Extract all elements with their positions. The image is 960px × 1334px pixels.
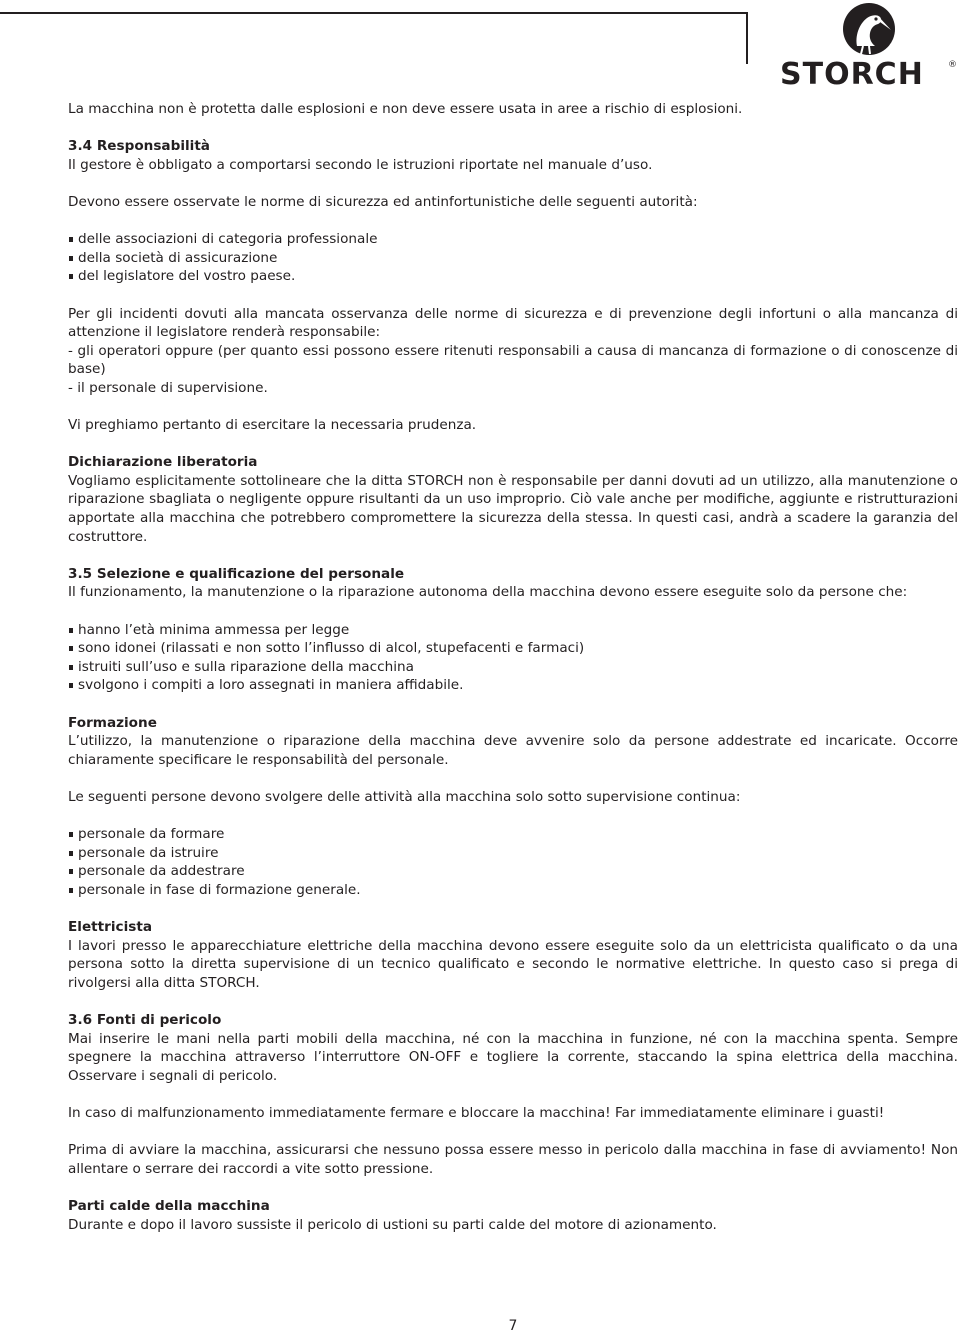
section-3-4-text: Il gestore è obbligato a comportarsi secondo le istruzioni riportate nel manuale d’uso. xyxy=(68,156,653,173)
disclaimer-block xyxy=(68,453,958,546)
section-3-4 xyxy=(68,137,958,174)
prudence-paragraph: Vi preghiamo pertanto di esercitare la necessaria prudenza. xyxy=(68,417,477,434)
list-item: hanno l’età minima ammessa per legge xyxy=(68,621,958,640)
section-3-5 xyxy=(68,565,958,602)
list-item: sono idonei (rilassati e non sotto l’influsso di alcol, stupefacenti e farmaci) xyxy=(68,639,958,658)
norms-lead: Devono essere osservate le norme di sicurezza ed antinfortunistiche delle seguenti autorità: xyxy=(68,193,698,210)
brand-wordmark: STORCH xyxy=(780,57,924,92)
electrician-text: I lavori presso le apparecchiature elettriche della macchina devono essere eseguite solo da un elettricista qualificato o da una persona sotto la diretta supervisione di un tecnico qualificato e secondo le normative elettriche. In questo caso si prega di rivolgersi alla ditta STORCH. xyxy=(68,937,958,991)
hot-parts-block xyxy=(68,1197,958,1234)
section-3-6-title: 3.6 Fonti di pericolo xyxy=(68,1012,222,1029)
list-item: personale in fase di formazione generale. xyxy=(68,881,958,900)
list-item: personale da addestrare xyxy=(68,862,958,881)
list-item: della società di assicurazione xyxy=(68,249,958,268)
hot-parts-text: Durante e dopo il lavoro sussiste il pericolo di ustioni su parti calde del motore di azionamento. xyxy=(68,1216,717,1233)
intro-paragraph: La macchina non è protetta dalle esplosioni e non deve essere usata in aree a rischio di esplosioni. xyxy=(68,101,743,117)
incidents-dash-1: - gli operatori oppure (per quanto essi possono essere ritenuti responsabili a causa di mancanza di formazione o di conoscenze di base) xyxy=(68,342,958,378)
section-3-4-title: 3.4 Responsabilità xyxy=(68,138,210,155)
supervision-lead: Le seguenti persone devono svolgere delle attività alla macchina solo sotto supervisione continua: xyxy=(68,788,741,805)
malfunction-paragraph: In caso di malfunzionamento immediatamente fermare e bloccare la macchina! Far immediatamente eliminare i guasti! xyxy=(68,1105,885,1122)
list-item: istruiti sull’uso e sulla riparazione della macchina xyxy=(68,658,958,677)
training-text: L’utilizzo, la manutenzione o riparazione della macchina deve avvenire solo da persone addestrate ed incaricate. Occorre chiaramente specificare le responsabilità del personale. xyxy=(68,733,958,768)
section-3-6 xyxy=(68,1011,958,1085)
training-title: Formazione xyxy=(68,714,157,731)
disclaimer-text: Vogliamo esplicitamente sottolineare che la ditta STORCH non è responsabile per danni dovuti ad un utilizzo, alla manutenzione o riparazione sbagliata o negligente oppure risultanti da un uso improprio. Ciò vale anche per modifiche, aggiunte e ristrutturazioni apportate alla macchina che potrebbero compromettere la sicurezza della stessa. In questi casi, andrà a scadere la garanzia del costruttore. xyxy=(68,472,958,545)
supervision-block xyxy=(68,788,958,807)
registered-mark: ® xyxy=(948,60,957,70)
list-item: personale da istruire xyxy=(68,844,958,863)
hot-parts-title: Parti calde della macchina xyxy=(68,1198,270,1215)
personnel-list xyxy=(68,621,958,695)
page-number: 7 xyxy=(508,1318,518,1334)
norms-block xyxy=(68,193,958,212)
list-item: personale da formare xyxy=(68,825,958,844)
list-item: delle associazioni di categoria professionale xyxy=(68,230,958,249)
section-3-6-text: Mai inserire le mani nella parti mobili della macchina, né con la macchina in funzione, né con la macchina spenta. Sempre spegnere la macchina attraverso l’interruttore ON-OFF e togliere la corrente, staccando la spina elettrica della macchina. Osservare i segnali di pericolo. xyxy=(68,1030,958,1084)
list-item: del legislatore del vostro paese. xyxy=(68,267,958,286)
stork-emblem-icon xyxy=(835,2,903,56)
incidents-lead: Per gli incidenti dovuti alla mancata osservanza delle norme di sicurezza e di prevenzione degli infortuni o alla mancanza di attenzione il legislatore renderà responsabile: xyxy=(68,305,958,341)
section-3-5-title: 3.5 Selezione e qualificazione del personale xyxy=(68,565,405,582)
section-3-5-lead: Il funzionamento, la manutenzione o la riparazione autonoma della macchina devono essere eseguite solo da persone che: xyxy=(68,584,908,601)
incidents-block xyxy=(68,305,958,398)
disclaimer-title: Dichiarazione liberatoria xyxy=(68,454,258,471)
header-rule xyxy=(0,12,748,14)
document-body xyxy=(68,100,958,1253)
header-rule-corner xyxy=(746,12,748,64)
supervision-list xyxy=(68,825,958,899)
list-item: svolgono i compiti a loro assegnati in maniera affidabile. xyxy=(68,676,958,695)
norms-list xyxy=(68,230,958,286)
training-block xyxy=(68,714,958,770)
incidents-dash-2: - il personale di supervisione. xyxy=(68,379,268,396)
storch-logo xyxy=(780,2,958,92)
electrician-block xyxy=(68,918,958,992)
electrician-title: Elettricista xyxy=(68,919,153,936)
startup-paragraph: Prima di avviare la macchina, assicurarsi che nessuno possa essere messo in pericolo dalla macchina in fase di avviamento! Non allentare o serrare dei raccordi a vite sotto pressione. xyxy=(68,1142,958,1177)
